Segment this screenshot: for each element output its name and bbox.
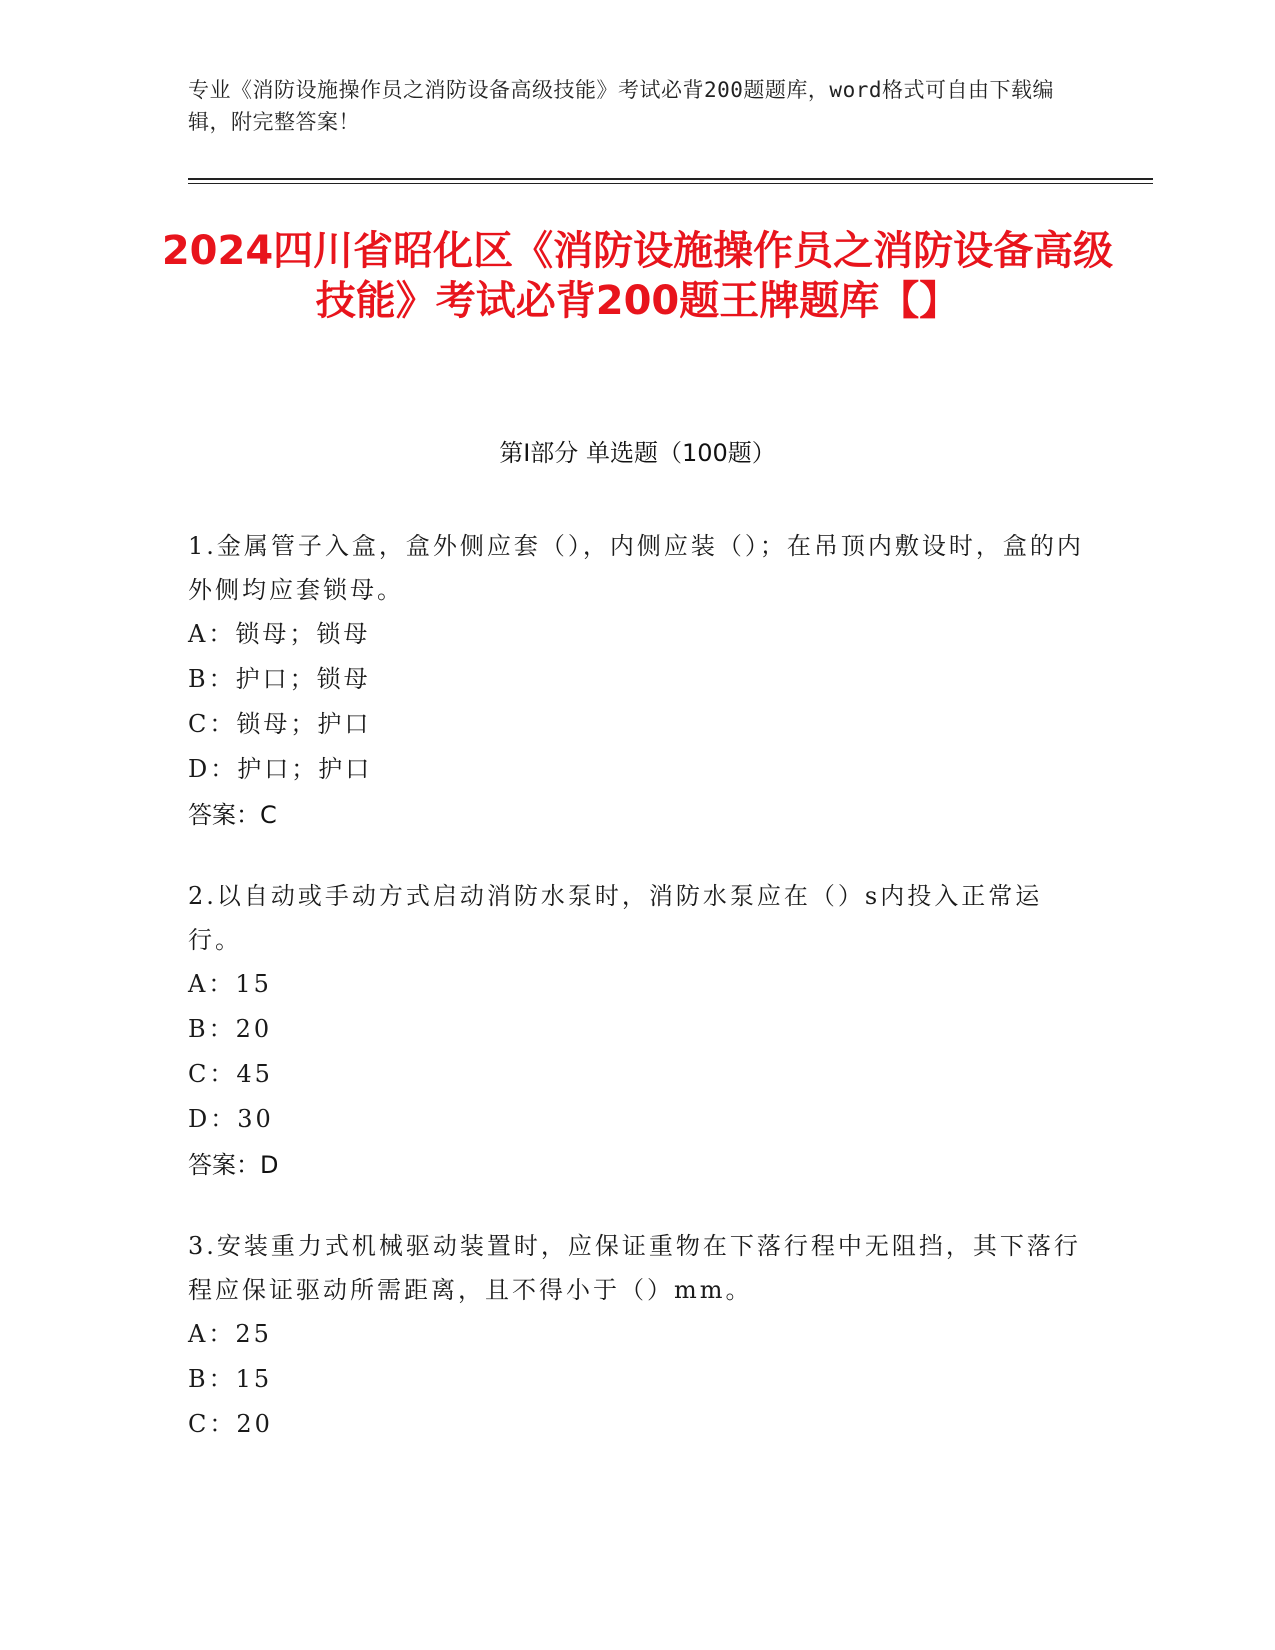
option-c: C：锁母；护口	[188, 710, 372, 738]
question-stem: 2.以自动或手动方式启动消防水泵时，消防水泵应在（）s内投入正常运行。	[188, 882, 1043, 954]
question-stem: 1.金属管子入盒，盒外侧应套（），内侧应装（）；在吊顶内敷设时，盒的内外侧均应套锁母。	[188, 532, 1084, 604]
question-1	[188, 524, 1088, 838]
option-a: A：25	[188, 1320, 272, 1348]
option-a: A：15	[188, 970, 272, 998]
question-stem: 3.安装重力式机械驱动装置时，应保证重物在下落行程中无阻挡，其下落行程应保证驱动所需距离，且不得小于（）mm。	[188, 1232, 1081, 1304]
header-divider-thin	[188, 183, 1153, 184]
answer-line: 答案：D	[188, 1151, 279, 1179]
question-3	[188, 1224, 1088, 1447]
question-2	[188, 874, 1088, 1188]
option-b: B：护口；锁母	[188, 665, 371, 693]
question-list	[188, 524, 1088, 1483]
option-b: B：15	[188, 1365, 273, 1393]
header-note: 专业《消防设施操作员之消防设备高级技能》考试必背200题题库，word格式可自由下载编辑，附完整答案！	[188, 78, 1054, 134]
section-heading: 第I部分 单选题（100题）	[499, 439, 776, 467]
option-d: D：护口；护口	[188, 755, 373, 783]
header-divider-thick	[188, 178, 1153, 180]
answer-line: 答案：C	[188, 801, 277, 829]
option-d: D：30	[188, 1105, 274, 1133]
option-a: A：锁母；锁母	[188, 620, 371, 648]
document-title: 2024四川省昭化区《消防设施操作员之消防设备高级技能》考试必背200题王牌题库【】	[161, 228, 1114, 324]
option-c: C：45	[188, 1060, 273, 1088]
option-b: B：20	[188, 1015, 273, 1043]
option-c: C：20	[188, 1410, 273, 1438]
